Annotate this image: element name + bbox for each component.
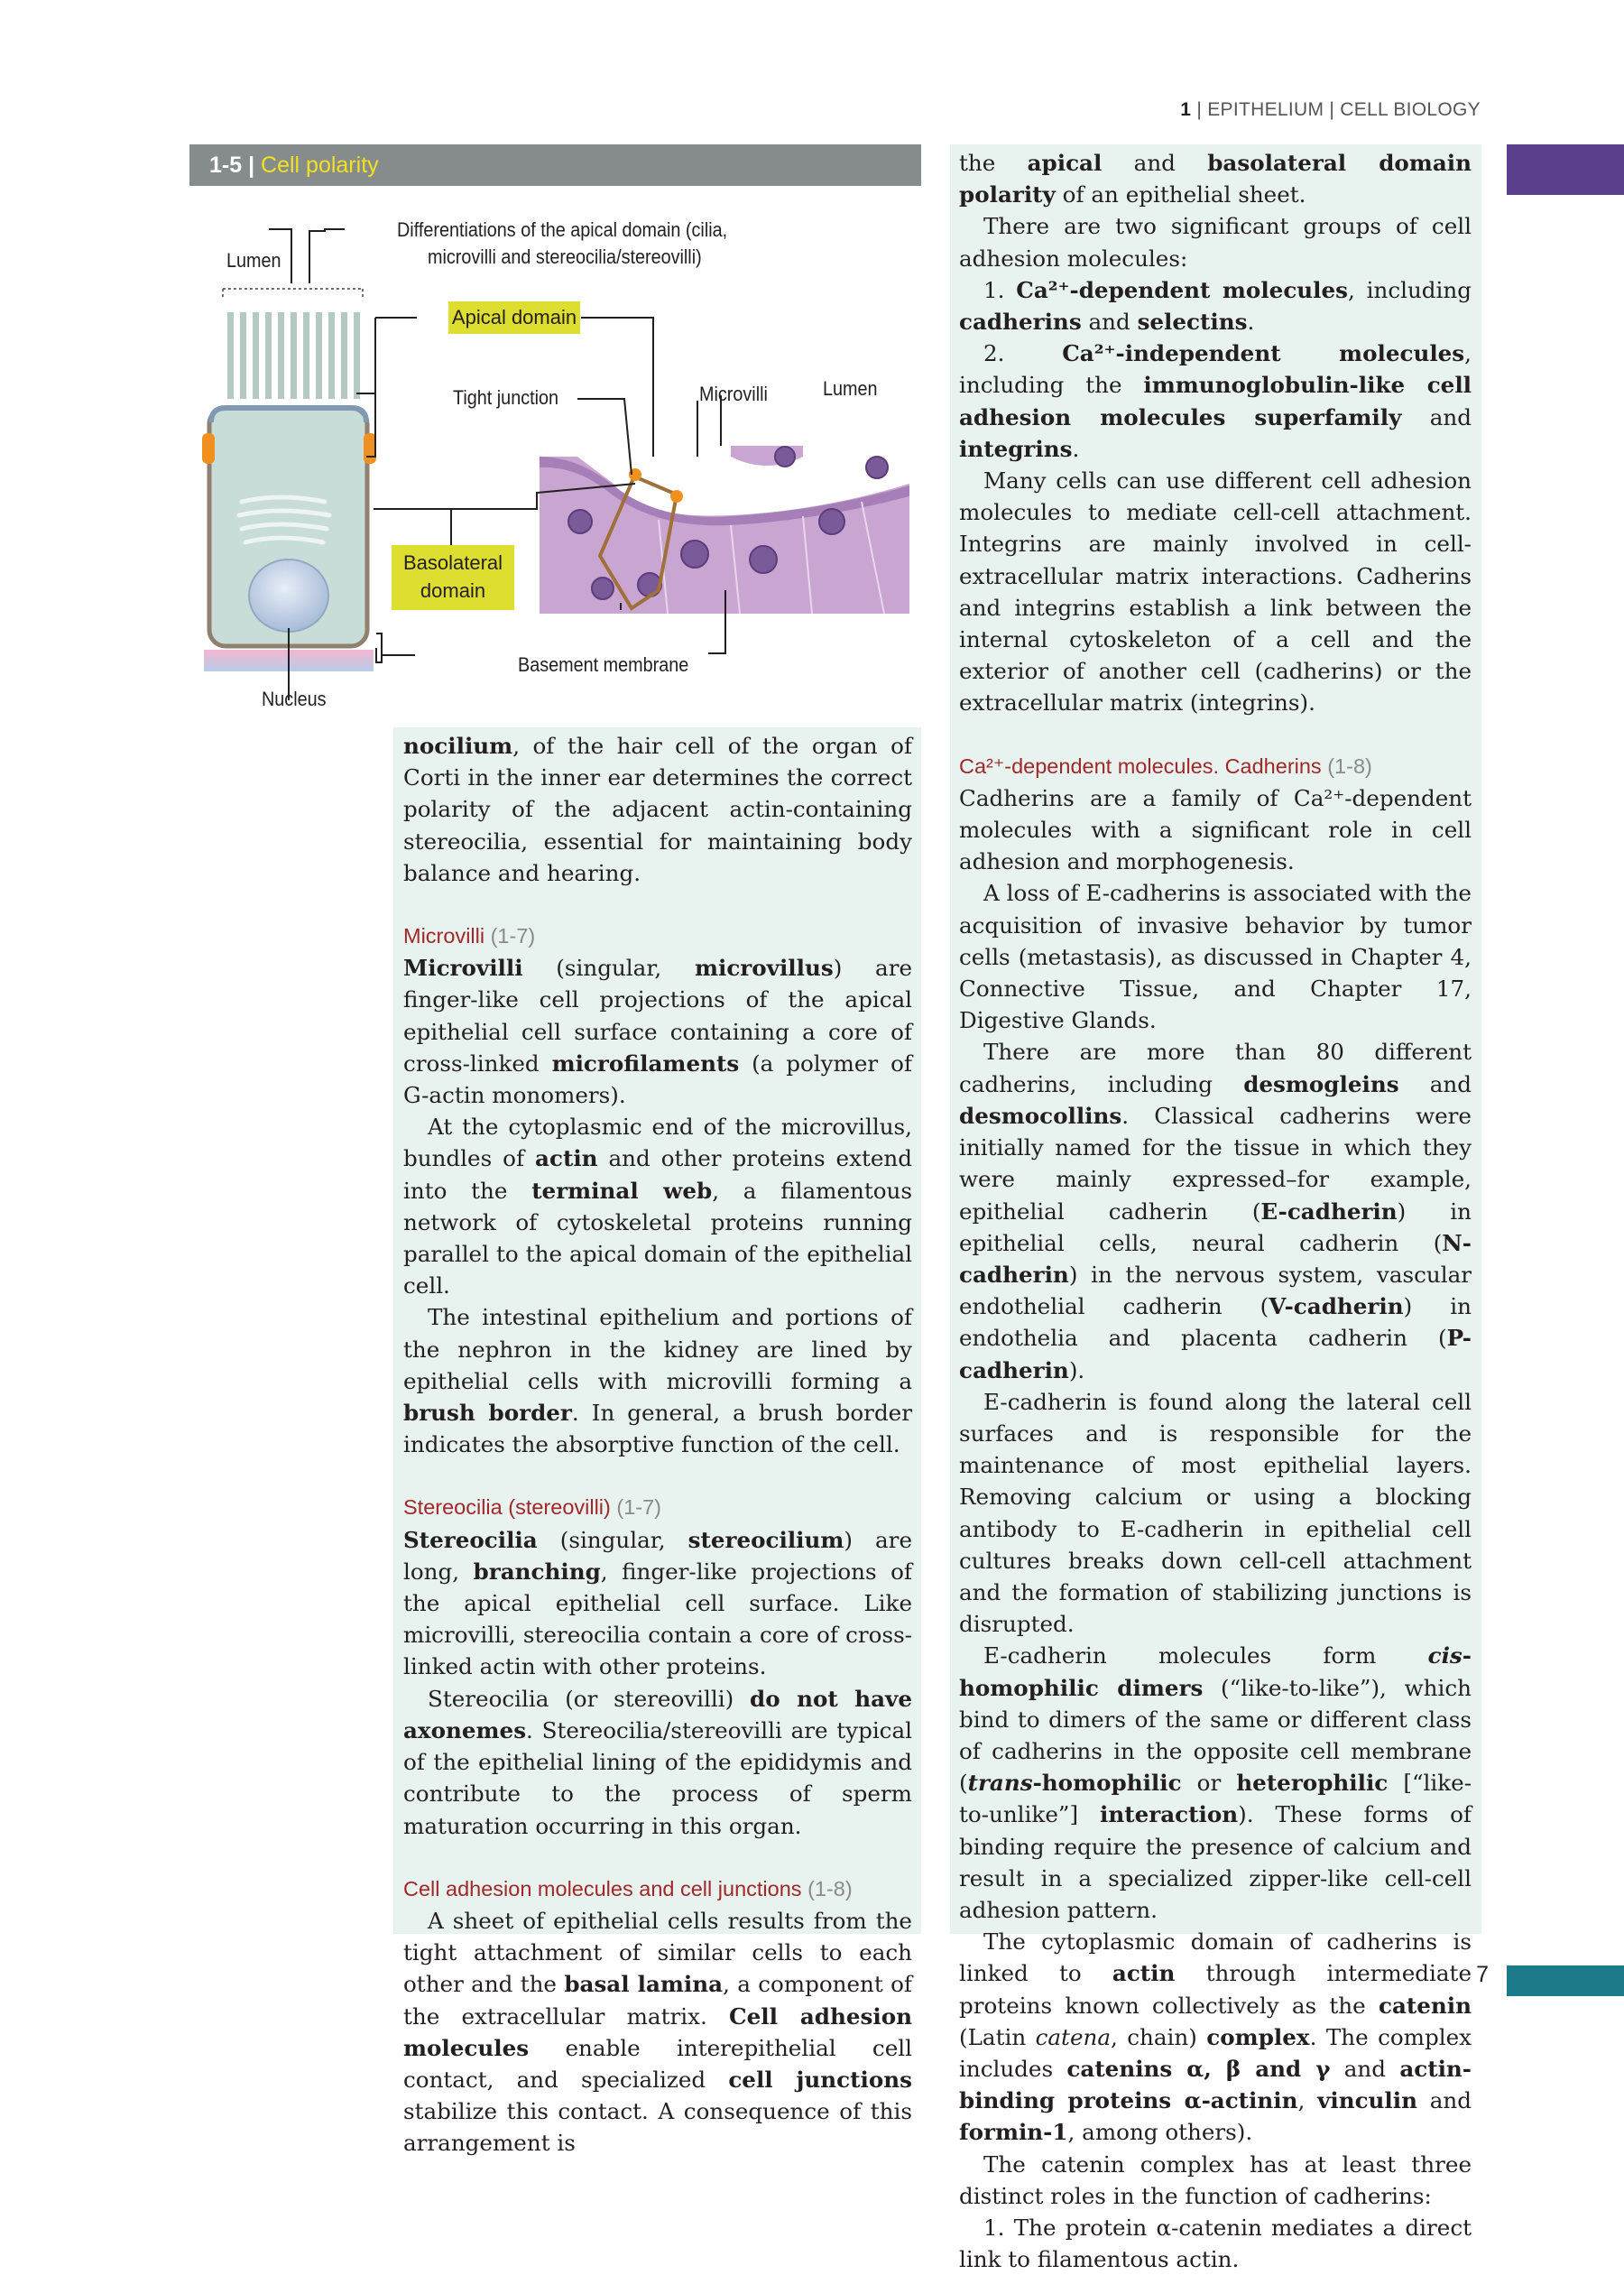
label-apical-domain: Apical domain (448, 301, 580, 334)
paragraph: A loss of E-cadherins is associated with the acquisition of invasive behavior by tumor cells (metastasis), as discussed in Chapter 4, Connective Tissue, and Chapter 17, Digestive Glands. (959, 880, 1472, 1034)
figure-title: Cell polarity (261, 153, 379, 178)
section-heading-microvilli: Microvilli (1-7) (403, 924, 536, 948)
list-item: 1. The protein α-catenin mediates a direct link to filamentous actin. (959, 2215, 1472, 2273)
paragraph: Stereocilia (or stereovilli) do not have axonemes. Stereocilia/stereovilli are typical of the epithelial lining of the epididymis and contribute to the process of sperm maturation occurring in this organ. (403, 1685, 912, 1839)
paragraph: Many cells can use different cell adhesion molecules to mediate cell-cell attachment. Integrins are mainly involved in cell-extracellular matrix interactions. Cadherins and integrins establish a link between the internal cytoskeleton of a cell and the exterior of another cell (cadherins) or the extracellular matrix (integrins). (959, 467, 1472, 717)
histology-micrograph (540, 446, 909, 614)
paragraph: Cadherins are a family of Ca²⁺-dependent molecules with a significant role in cell adhesion and morphogenesis. (959, 784, 1472, 875)
paragraph: There are two significant groups of cell adhesion molecules: (959, 213, 1472, 272)
paragraph: The cytoplasmic domain of cadherins is linked to actin through intermediate proteins known collectively as the catenin (Latin catena, chain) complex. The complex includes catenins α, β and γ and actin-binding proteins α-actinin, vinculin and formin-1, among others). (959, 1928, 1472, 2146)
paragraph: nocilium, of the hair cell of the organ of Corti in the inner ear determines the correct polarity of the adjacent actin-containing stereocilia, essential for maintaining body balance and hearing. (403, 733, 912, 886)
label-lumen-right: Lumen (823, 377, 878, 400)
label-microvilli: Microvilli (699, 383, 768, 405)
label-differentiations-line1: Differentiations of the apical domain (cilia, (397, 218, 728, 241)
chapter-tab (1507, 144, 1624, 195)
label-lumen-left: Lumen (226, 249, 281, 272)
figure-number: 1-5 | (209, 153, 262, 178)
paragraph: A sheet of epithelial cells results from the tight attachment of similar cells to each other and the basal lamina, a component of the extracellular matrix. Cell adhesion molecules enable interepithelial cell contact, and specialized cell junctions stabilize this contact. A consequence of this arrangement is (403, 1907, 912, 2157)
paragraph: Stereocilia (singular, stereocilium) are long, branching, finger-like projections of the apical epithelial cell surface. Like microvilli, stereocilia contain a core of cross-linked actin with other proteins. (403, 1526, 912, 1680)
section-heading-adhesion: Cell adhesion molecules and cell junctions (1-8) (403, 1876, 853, 1900)
label-tight-junction: Tight junction (453, 386, 559, 409)
cilia (227, 312, 360, 399)
paragraph: There are more than 80 different cadherins, including desmogleins and desmocollins. Classical cadherins were initially named for the tissue in which they were mainly expressed–for example, epithelial cadherin (E-cadherin) in epithelial cells, neural cadherin (N-cadherin) in the nervous system, vascular endothelial cadherin (V-cadherin) in endothelia and placenta cadherin (P-cadherin). (959, 1039, 1472, 1383)
tight-junction-right (364, 433, 376, 464)
tight-junction-left (202, 433, 215, 464)
label-differentiations-line2: microvilli and stereocilia/stereovilli) (428, 245, 702, 268)
paragraph: the apical and basolateral domain polarity of an epithelial sheet. (959, 150, 1472, 208)
paragraph: The catenin complex has at least three distinct roles in the function of cadherins: (959, 2150, 1472, 2209)
paragraph: The intestinal epithelium and portions of the nephron in the kidney are lined by epithelial cells with microvilli forming a brush border. In general, a brush border indicates the absorptive function of the cell. (403, 1304, 912, 1458)
page-number: 7 (1476, 1962, 1489, 1987)
section-heading-stereocilia: Stereocilia (stereovilli) (1-7) (403, 1495, 662, 1520)
paragraph: At the cytoplasmic end of the microvillus, bundles of actin and other proteins extend into the terminal web, a filamentous network of cytoskeletal proteins running parallel to the apical domain of the epithelial cell. (403, 1114, 912, 1299)
label-basement-membrane: Basement membrane (518, 653, 689, 676)
paragraph: E-cadherin molecules form cis-homophilic dimers (“like-to-like”), which bind to dimers of the same or different class of cadherins in the opposite cell membrane (trans-homophilic or heterophilic [“like-to-unlike”] interaction). These forms of binding require the presence of calcium and result in a specialized zipper-like cell-cell adhesion pattern. (959, 1642, 1472, 1923)
paragraph: E-cadherin is found along the lateral cell surfaces and is responsible for the maintenance of most epithelial layers. Removing calcium or using a blocking antibody to E-cadherin in epithelial cell cultures breaks down cell-cell attachment and the formation of stabilizing junctions is disrupted. (959, 1388, 1472, 1638)
label-basolateral-domain (392, 545, 514, 610)
list-item: 1. Ca²⁺-dependent molecules, including cadherins and selectins. (959, 276, 1472, 336)
label-nucleus: Nucleus (262, 688, 327, 710)
cell-polarity-figure (189, 186, 921, 727)
figure-title-bar (189, 144, 921, 186)
nucleus-shape (249, 560, 328, 632)
section-heading-cadherins: Ca²⁺-dependent molecules. Cadherins (1-8) (959, 754, 1372, 778)
running-header (1180, 99, 1481, 121)
label-basolateral-line2: domain (420, 579, 486, 602)
right-column (959, 147, 1472, 2275)
list-item: 2. Ca²⁺-independent molecules, including the immunoglobulin-like cell adhesion molecules superfamily and integrins. (959, 340, 1472, 462)
chapter-number: 1 (1180, 99, 1192, 120)
running-title: | EPITHELIUM | CELL BIOLOGY (1191, 99, 1481, 120)
page-tab (1507, 1965, 1624, 1996)
label-basolateral-line1: Basolateral (402, 551, 503, 574)
left-column (403, 730, 912, 2159)
paragraph: Microvilli (singular, microvillus) are finger-like cell projections of the apical epithelial cell surface containing a core of cross-linked microfilaments (a polymer of G-actin monomers). (403, 955, 913, 1109)
